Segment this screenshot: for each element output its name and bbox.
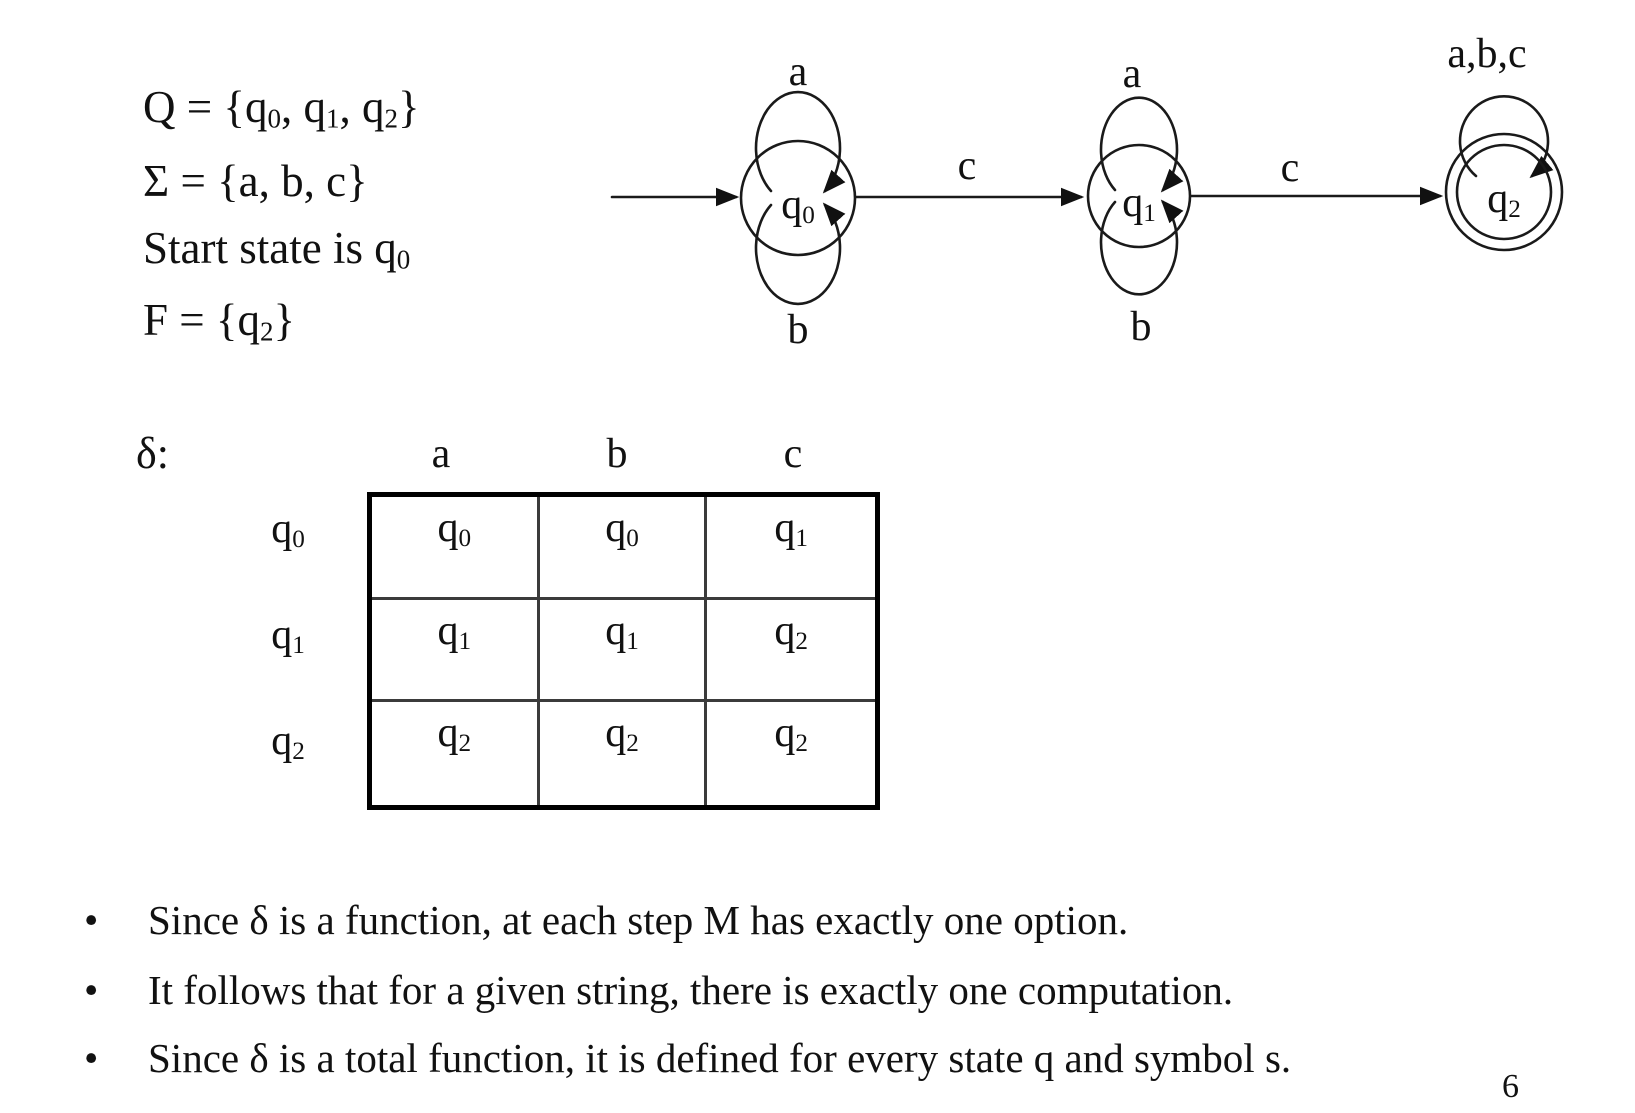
table-col-header-b: b	[606, 431, 628, 477]
definition-final-states: $F = \{q_2\}$	[143, 295, 296, 347]
cell-value: $q_1$	[437, 607, 472, 655]
cell-value: $q_0$	[605, 505, 639, 553]
subscript: 1	[626, 627, 639, 655]
transition-table	[367, 492, 880, 810]
definition-states: $Q = \{q_0$, $q_1$, $q_2$}	[143, 82, 420, 134]
subscript: 2	[384, 103, 398, 134]
table-cell	[372, 600, 540, 703]
subscript: 0	[458, 525, 472, 553]
bullet-icon: •	[84, 1035, 99, 1081]
cell-value: $q_2$	[605, 710, 639, 758]
cell-value: $q_1$	[605, 607, 639, 655]
table-cell	[540, 600, 708, 703]
bullet-item	[84, 896, 1128, 944]
subscript: 2	[1508, 196, 1521, 224]
subscript: 1	[795, 525, 808, 553]
subscript: 2	[292, 738, 305, 766]
subscript: 2	[795, 730, 808, 758]
table-cell	[707, 702, 875, 805]
table-cell	[372, 497, 540, 600]
state-label-q1: $q_1$	[1122, 180, 1156, 228]
subscript: 1	[1143, 200, 1156, 228]
subscript: 2	[795, 627, 808, 655]
cell-value: $q_2$	[774, 607, 808, 655]
table-cell	[540, 497, 708, 600]
state-label-q0: $q_0$	[781, 182, 815, 230]
cell-value: $q_2$	[437, 710, 472, 758]
definition-alphabet: Σ = {a, b, c}	[143, 156, 368, 206]
loop-label-a-q0: a	[788, 49, 808, 95]
cell-value: $q_0$	[437, 505, 472, 553]
subscript: 0	[626, 525, 639, 553]
definition-start-state: Start state is $q_0$	[143, 223, 411, 275]
subscript: 1	[292, 632, 305, 660]
cell-value: $q_2$	[774, 710, 808, 758]
state-label-q2: $q_2$	[1487, 176, 1521, 224]
loop-label-a-q1: a	[1122, 51, 1142, 97]
subscript: 1	[325, 103, 340, 134]
subscript: 0	[802, 202, 815, 230]
bullet-item	[84, 1034, 1291, 1082]
table-col-header-a: a	[431, 431, 451, 477]
bullet-text: It follows that for a given string, there is exactly one computation.	[148, 967, 1234, 1013]
transition-label-c-2: c	[1280, 145, 1300, 191]
subscript: 2	[260, 316, 274, 347]
loop-label-b-q1: b	[1130, 304, 1152, 350]
bullet-text: Since δ is a function, at each step M has exactly one option.	[148, 897, 1129, 943]
subscript: 2	[458, 730, 472, 758]
table-cell	[707, 600, 875, 703]
bullet-text: Since δ is a total function, it is defined for every state q and symbol s.	[148, 1035, 1292, 1081]
table-cell	[372, 702, 540, 805]
subscript: 1	[458, 627, 472, 655]
bullet-icon: •	[84, 897, 99, 943]
page-number: 6	[1502, 1068, 1519, 1105]
definition-states-text: Q = {q	[143, 82, 268, 132]
delta-function-label: δ:	[136, 429, 169, 478]
subscript: 0	[292, 526, 305, 554]
table-cell	[540, 702, 708, 805]
loop-label-abc-q2: a,b,c	[1447, 31, 1527, 77]
table-cell	[707, 497, 875, 600]
transition-label-c-1: c	[957, 143, 977, 189]
subscript: 0	[396, 244, 411, 275]
table-row-header-q0: $q_0$	[271, 506, 305, 554]
table-col-header-c: c	[783, 431, 803, 477]
bullet-icon: •	[84, 967, 99, 1013]
q2-self-loop	[1460, 96, 1548, 176]
subscript: 2	[626, 730, 639, 758]
subscript: 0	[267, 103, 281, 134]
loop-label-b-q0: b	[787, 307, 809, 353]
cell-value: $q_1$	[774, 505, 808, 553]
bullet-item	[84, 966, 1233, 1014]
table-row-header-q2: $q_2$	[271, 718, 305, 766]
table-row-header-q1: $q_1$	[271, 612, 305, 660]
